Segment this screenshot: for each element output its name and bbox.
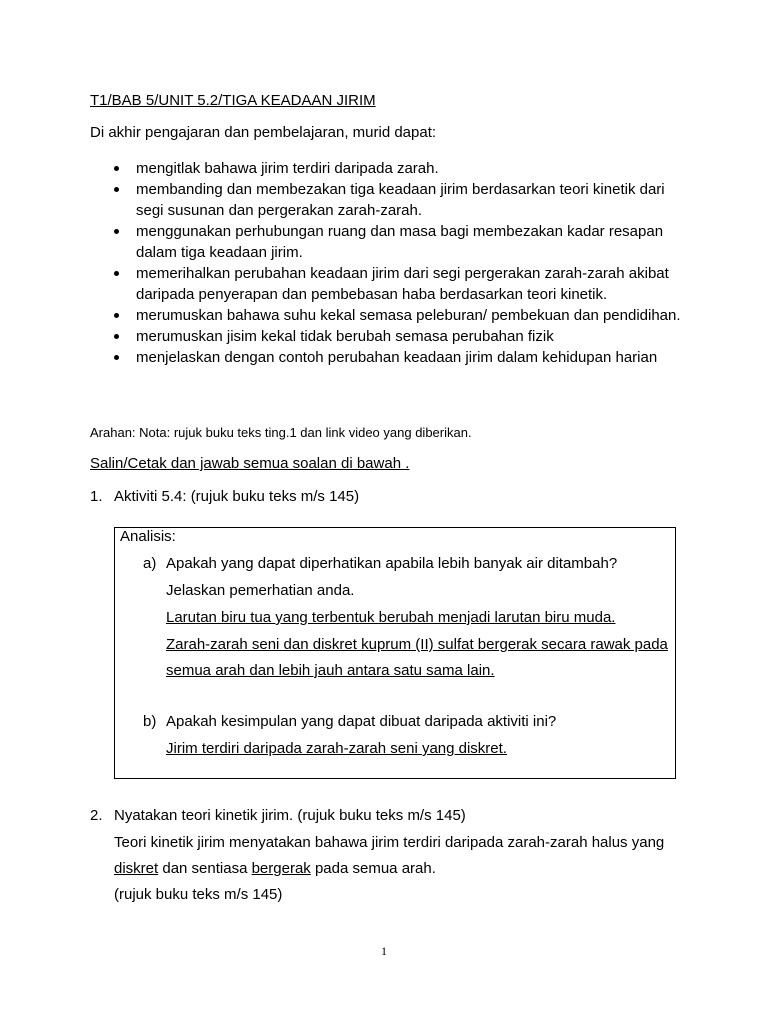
answer-a-line2: Zarah-zarah seni dan diskret kuprum (II) sulfat bergerak secara rawak pada <box>166 636 668 653</box>
list-item: membanding dan membezakan tiga keadaan jirim berdasarkan teori kinetik dari segi susunan dan pergerakan zarah-zarah. <box>90 179 690 221</box>
instruction-note: Arahan: Nota: rujuk buku teks ting.1 dan link video yang diberikan. <box>90 425 472 440</box>
answer-2-line2 <box>114 860 436 877</box>
question-a-line2: Jelaskan pemerhatian anda. <box>166 582 355 599</box>
box-title: Analisis: <box>120 528 176 545</box>
item-label: b) <box>143 713 157 730</box>
page-number: 1 <box>381 944 387 958</box>
question-b: Apakah kesimpulan yang dapat dibuat daripada aktiviti ini? <box>166 713 557 730</box>
list-item: mengitlak bahawa jirim terdiri daripada zarah. <box>90 158 690 179</box>
intro-text: Di akhir pengajaran dan pembelajaran, murid dapat: <box>90 124 437 141</box>
instruction-heading: Salin/Cetak dan jawab semua soalan di bawah . <box>90 455 410 472</box>
item-label: a) <box>143 555 157 572</box>
question-text: Nyatakan teori kinetik jirim. (rujuk buku teks m/s 145) <box>114 807 466 824</box>
list-item: memerihalkan perubahan keadaan jirim dari segi pergerakan zarah-zarah akibat daripada penyerapan dan pembebasan haba berdasarkan teori kinetik. <box>90 263 690 305</box>
question-a: Apakah yang dapat diperhatikan apabila lebih banyak air ditambah? <box>166 555 618 572</box>
question-1 <box>90 488 359 505</box>
analysis-box <box>114 527 676 779</box>
objectives-list <box>90 158 690 368</box>
list-item: menggunakan perhubungan ruang dan masa bagi membezakan kadar resapan dalam tiga keadaan jirim. <box>90 221 690 263</box>
answer-text: pada semua arah. <box>310 860 436 877</box>
answer-a-line1: Larutan biru tua yang terbentuk berubah menjadi larutan biru muda. <box>166 609 616 626</box>
answer-a-line3: semua arah dan lebih jauh antara satu sama lain. <box>166 662 495 679</box>
list-item: merumuskan bahawa suhu kekal semasa peleburan/ pembekuan dan pendidihan. <box>90 305 690 326</box>
answer-b: Jirim terdiri daripada zarah-zarah seni yang diskret. <box>166 740 507 757</box>
page-title: T1/BAB 5/UNIT 5.2/TIGA KEADAAN JIRIM <box>90 92 376 109</box>
answer-2-ref: (rujuk buku teks m/s 145) <box>114 886 283 903</box>
answer-2-line1: Teori kinetik jirim menyatakan bahawa jirim terdiri daripada zarah-zarah halus yang <box>114 834 665 851</box>
list-item: merumuskan jisim kekal tidak berubah semasa perubahan fizik <box>90 326 690 347</box>
question-number: 2. <box>90 807 103 824</box>
answer-text: dan sentiasa <box>158 860 252 877</box>
question-text: Aktiviti 5.4: (rujuk buku teks m/s 145) <box>114 488 360 505</box>
question-2 <box>90 807 466 824</box>
keyword-diskret: diskret <box>114 860 159 877</box>
list-item: menjelaskan dengan contoh perubahan keadaan jirim dalam kehidupan harian <box>90 347 690 368</box>
keyword-bergerak: bergerak <box>251 860 311 877</box>
question-number: 1. <box>90 488 103 505</box>
